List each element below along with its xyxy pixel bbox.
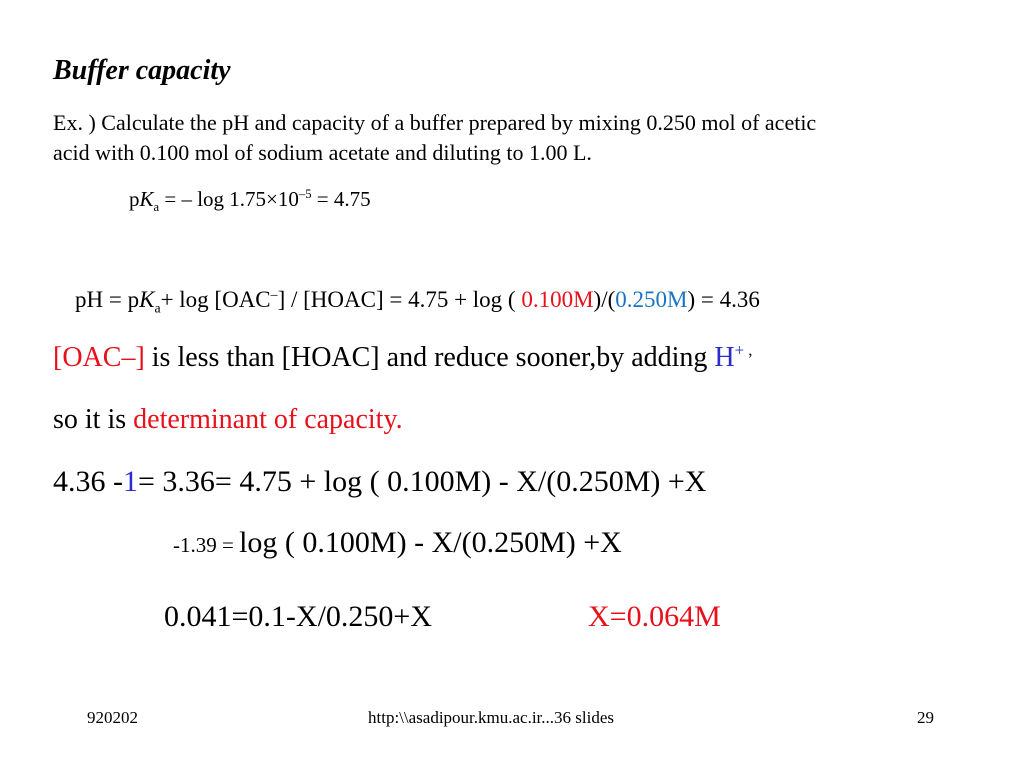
capacity-statement: [53, 406, 403, 434]
ph-acid-conc: 0.250M: [615, 287, 688, 312]
ph-mid: + log [OAC: [160, 287, 271, 312]
ph-k: K: [139, 287, 155, 312]
pka-p: p: [129, 187, 140, 211]
pka-result: = 4.75: [311, 187, 371, 211]
ph-sub: a: [154, 300, 161, 316]
problem-line-2: acid with 0.100 mol of sodium acetate and diluting to 1.00 L.: [53, 140, 592, 165]
ph-mid2: ] / [HOAC] = 4.75 + log (: [277, 287, 522, 312]
eq1-one: 1: [123, 465, 138, 498]
pka-sub: a: [153, 200, 160, 215]
pka-equation: [129, 187, 371, 215]
oac-comma: ,: [744, 340, 753, 360]
problem-line-1: Ex. ) Calculate the pH and capacity of a buffer prepared by mixing 0.250 mol of acetic: [53, 110, 817, 135]
eq2-rhs: log ( 0.100M) - X/(0.250M) +X: [239, 526, 622, 559]
eq1-post: = 3.36= 4.75 + log ( 0.100M) - X/(0.250M) +X: [138, 465, 707, 498]
h-ion: H: [714, 342, 735, 373]
ph-result: ) = 4.36: [687, 287, 760, 312]
equation-3: 0.041=0.1-X/0.250+X: [164, 600, 432, 633]
ph-equation: [75, 286, 760, 316]
page-number: 29: [917, 708, 934, 727]
equation-1: [53, 467, 706, 497]
oac-text: is less than [HOAC] and reduce sooner,by adding: [144, 342, 715, 373]
ph-pre: pH = p: [75, 287, 140, 312]
ph-sep: )/(: [593, 287, 616, 312]
ph-acetate-conc: 0.100M: [521, 287, 594, 312]
cap-text: so it is: [53, 404, 134, 435]
equation-2: [173, 528, 622, 558]
pka-rest: = – log 1.75×10: [159, 187, 299, 211]
footer-date: 920202: [87, 708, 138, 727]
cap-highlight: determinant of capacity.: [133, 404, 403, 435]
eq1-pre: 4.36 -: [53, 465, 123, 498]
ph-minus: –: [270, 286, 278, 302]
eq2-lhs: -1.39 =: [173, 533, 240, 557]
answer: X=0.064M: [588, 600, 721, 633]
pka-exp: –5: [298, 187, 312, 201]
slide-title: Buffer capacity: [53, 55, 231, 86]
h-plus: +: [734, 340, 745, 360]
footer-source: http:\\asadipour.kmu.ac.ir...36 slides: [368, 708, 615, 727]
oac-statement: [53, 340, 753, 373]
oac-label: [OAC–]: [53, 342, 145, 373]
pka-k: K: [139, 187, 154, 211]
